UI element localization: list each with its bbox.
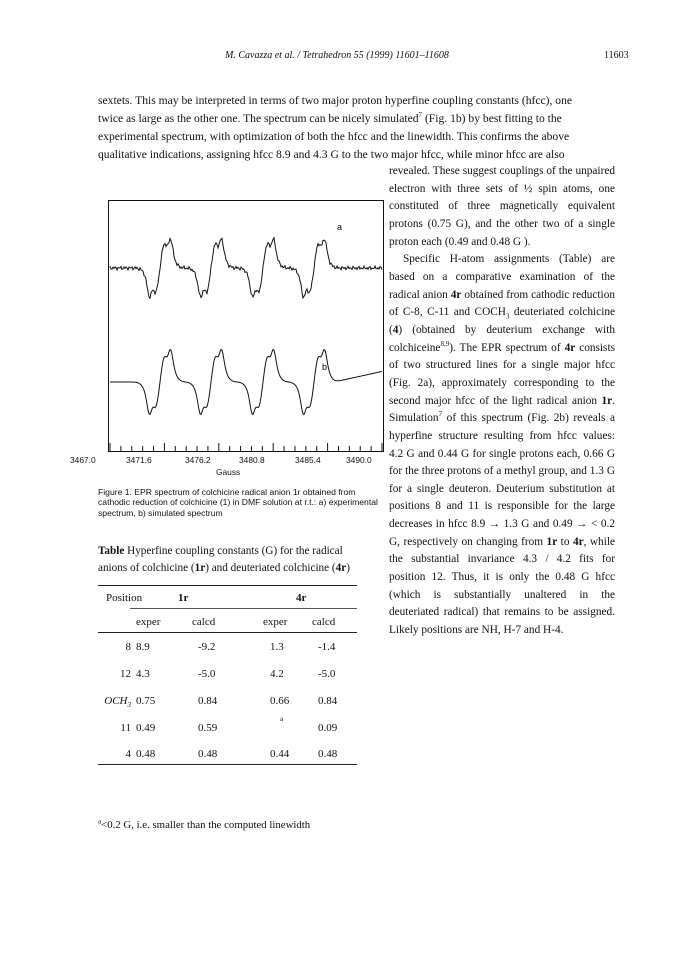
table-row: 11 0.49 0.59 a 0.09 <box>120 715 338 734</box>
table-row: 8 8.9 -9.2 1.3 -1.4 <box>125 641 336 653</box>
spectrum-trace-b <box>110 350 382 415</box>
figure-caption: Figure 1. EPR spectrum of colchicine radical anion 1r obtained from cathodic reduction of colchicine (1) in DMF solution at r.t.: a) experimental spectrum, b) simulated spectrum <box>98 487 378 518</box>
x-tick-label: 3485.4 <box>295 455 321 465</box>
page-number: 11603 <box>604 50 629 61</box>
trace-a-label: a <box>337 222 343 232</box>
body-line-3: experimental spectrum, with optimization of both the hfcc and the linewidth. This confirms the above <box>98 130 570 143</box>
table-head-rule <box>98 632 357 633</box>
body-line-4: qualitative indications, assigning hfcc 8.9 and 4.3 G to the two major hfcc, while minor hfcc are also <box>98 148 565 161</box>
spectrum-trace-a <box>110 238 382 299</box>
table-row: 4 0.48 0.48 0.44 0.48 <box>125 748 338 760</box>
trace-b-label: b <box>322 362 328 372</box>
x-axis-label: Gauss <box>216 467 241 477</box>
body-line-1: sextets. This may be interpreted in terms of two major proton hyperfine coupling constants (hfcc), one <box>98 94 573 107</box>
running-head: M. Cavazza et al. / Tetrahedron 55 (1999) 11601–11608 <box>225 50 449 61</box>
paragraph-2: Specific H-atom assignments (Table) are based on a comparative examination of the radical anion 4r obtained from cathodic reduction of C-8, C-11 and $COCH_3$ deuteriated colchicine (4) (obtained by deuterium exchange with colchiceine$^{8,9}$). The EPR spectrum of 4r consists of two structured lines for a single major hfcc (Fig. 2a), approximately corresponding to the second major hfcc of the light radical anion 1r. Simulation$^7$ of this spectrum (Fig. 2b) reveals a hyperfine structure resulting from hfcc values: 4.2 G and 0.44 G for single protons each, 0.66 G for the three protons of a methyl group, and 1.3 G for a single deuteron. Deuterium substitution at positions 8 and 11 is responsible for the large decreases in hfcc 8.9 → 1.3 G and 0.49 → < 0.2 G, respectively on changing from 1r to 4r, while the substantial invariance 4.3 / 4.2 fits for position 12. Thus, it is only the 0.48 G hfcc (which is substantially unaltered in the deuteriated radical) that remains to be assigned. Likely positions are NH, H-7 and H-4. <box>389 253 615 637</box>
sub-head: calcd <box>192 616 216 628</box>
col-head-1r: 1r <box>178 592 189 604</box>
col-head-position: Position <box>106 592 143 604</box>
x-tick-label: 3490.0 <box>346 455 372 465</box>
body-text-right-column <box>389 163 615 640</box>
table-caption: Table Hyperfine coupling constants (G) for the radical anions of colchicine (1r) and deuteriated colchicine (4r) <box>98 545 350 574</box>
table-row: 12 4.3 -5.0 4.2 -5.0 <box>120 668 336 680</box>
x-tick-label: 3471.6 <box>126 455 152 465</box>
table-footnote: $^a$<0.2 G, i.e. smaller than the computed linewidth <box>98 817 311 831</box>
x-axis-ticks <box>110 443 382 451</box>
x-tick-label: 3480.8 <box>239 455 265 465</box>
body-text-full-width <box>98 92 613 164</box>
table-top-rule <box>98 585 357 586</box>
col-head-4r: 4r <box>296 592 307 604</box>
sub-head: calcd <box>312 616 336 628</box>
sub-head: exper <box>136 616 161 628</box>
x-tick-label: 3476.2 <box>185 455 211 465</box>
sub-head: exper <box>263 616 288 628</box>
table-group-rule <box>130 608 357 609</box>
x-tick-label: 3467.0 <box>70 455 96 465</box>
body-line-2: twice as large as the other one. The spectrum can be nicely simulated$^7$ (Fig. 1b) by best fitting to the <box>98 111 562 125</box>
paragraph-1: revealed. These suggest couplings of the unpaired electron with three sets of ½ spin atoms, one constituted of three magnetically equivalent protons (0.75 G), and the other two of a single proton each (0.49 and 0.48 G ). <box>389 165 615 248</box>
table-bottom-rule <box>98 764 357 765</box>
epr-spectrum-figure <box>108 200 384 452</box>
table-row: $OCH_3$ 0.75 0.84 0.66 0.84 <box>104 695 338 710</box>
